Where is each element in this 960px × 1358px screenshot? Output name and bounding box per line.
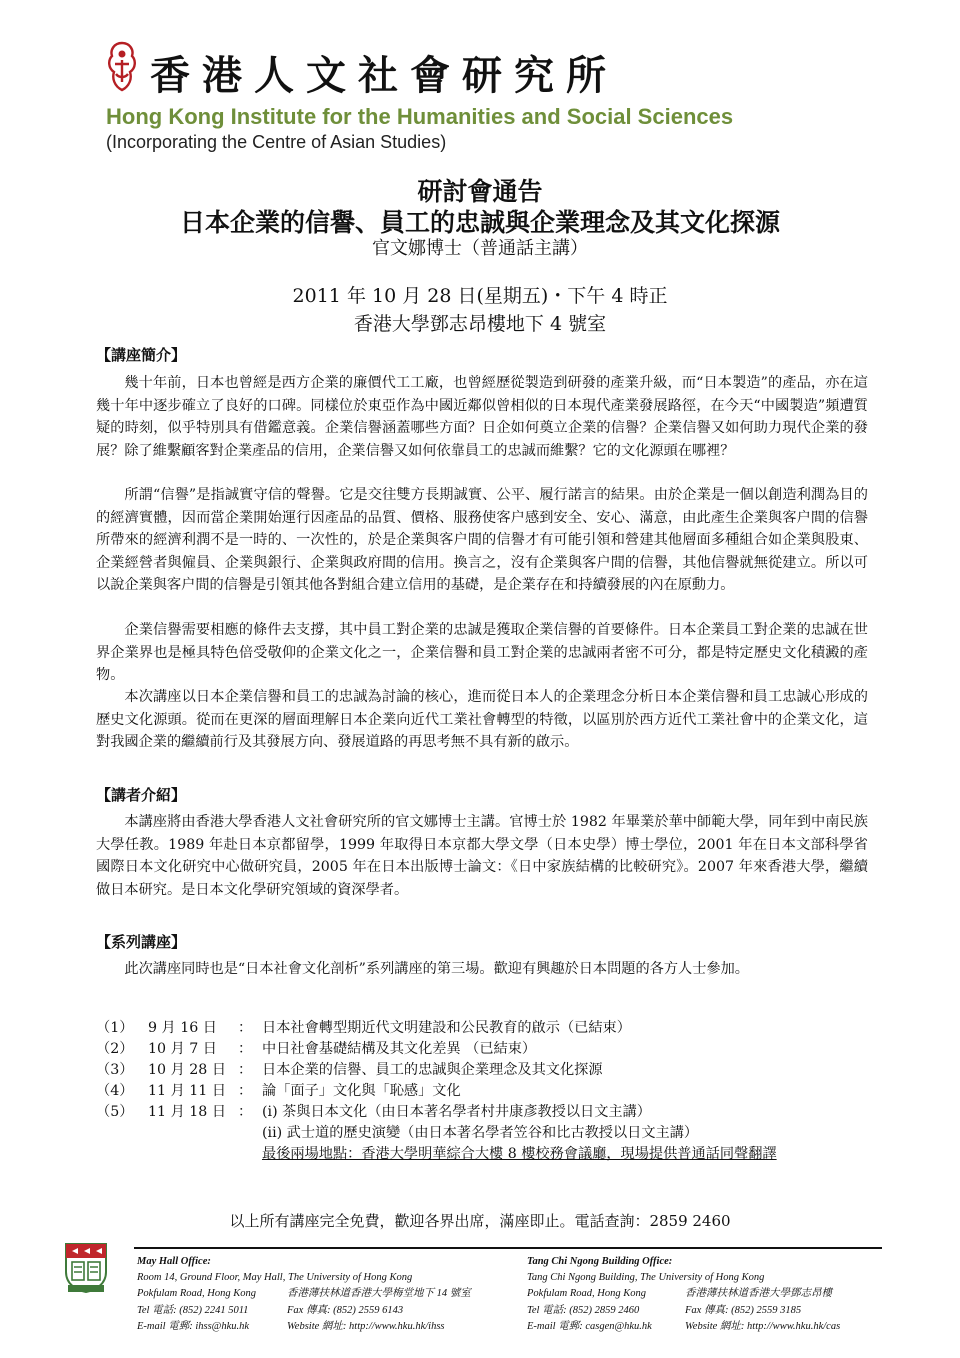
seminar-datetime: 2011 年 10 月 28 日(星期五)・下午 4 時正 [292, 285, 668, 307]
series-item-colon: ： [238, 1020, 253, 1036]
series-item-number: （5） [96, 1104, 134, 1120]
series-item-date: 11 月 18 日 [148, 1104, 227, 1120]
footer-rule [134, 1247, 882, 1249]
seminar-topic: 日本企業的信譽、員工的忠誠與企業理念及其文化探源 [179, 208, 780, 237]
office-website-link[interactable]: Website 網址: http://www.hku.hk/ihss [287, 1320, 445, 1332]
series-venue-note: 最後兩場地點：香港大學明華綜合大樓 8 樓校務會議廳，現場提供普通話同聲翻譯 [262, 1146, 777, 1162]
series-item-number: （1） [96, 1020, 134, 1036]
office-website-link[interactable]: Website 網址: http://www.hku.hk/cas [685, 1320, 841, 1332]
series-item-date: 10 月 28 日 [148, 1062, 227, 1078]
series-item-title: 論「面子」文化與「恥感」文化 [262, 1083, 461, 1099]
office-title: Tang Chi Ngong Building Office: [527, 1256, 673, 1267]
notice-title: 研討會通告 [417, 177, 543, 206]
office-fax: Fax 傳真: (852) 2559 6143 [287, 1304, 404, 1316]
series-item-title: 日本社會轉型期近代文明建設和公民教育的啟示（已結束） [262, 1020, 631, 1036]
series-item-date: 10 月 7 日 [148, 1041, 217, 1057]
office-address-zh: 香港薄扶林道香港大學鄧志昂樓 [685, 1288, 832, 1300]
series-item-date: 9 月 16 日 [148, 1020, 217, 1036]
office-title: May Hall Office: [137, 1256, 211, 1267]
institute-subtitle: (Incorporating the Centre of Asian Studies) [106, 132, 447, 152]
intro-paragraph-1: 幾十年前，日本也曾經是西方企業的廉價代工工廠，也曾經歷從製造到研發的產業升級，而“日本製造”的產品，亦在這幾十年中逐步確立了良好的口碑。同樣位於東亞作為中國近鄰似曾相似的日本現代產業發展路徑，在今天“中國製造”頻遭質疑的時刻，似乎特別具有借鑑意義。企業信譽涵蓋哪些方面？日企如何奠立企業的信譽？企業信譽又如何助力現代企業的發展？除了維繫顧客對企業產品的信用，企業信譽又如何依靠員工的忠誠而維繫？它的文化源頭在哪裡？ [96, 375, 868, 459]
intro-heading: 【講座簡介】 [96, 346, 187, 364]
footer-office-may-hall [137, 1254, 471, 1335]
hku-crest-icon [64, 1242, 108, 1294]
series-paragraph: 此次講座同時也是“日本社會文化剖析”系列講座的第三場。歡迎有興趣於日本問題的各方人士參加。 [124, 961, 749, 977]
office-fax: Fax 傳真: (852) 2559 3185 [685, 1304, 802, 1316]
seal-logo-icon [104, 40, 140, 94]
series-item-3 [96, 1060, 876, 1081]
office-email-link[interactable]: E-mail 電郵: ihss@hku.hk [137, 1320, 250, 1332]
series-item-title: 日本企業的信譽、員工的忠誠與企業理念及其文化探源 [262, 1062, 603, 1078]
series-item-number: （2） [96, 1041, 134, 1057]
free-admission-note: 以上所有講座完全免費，歡迎各界出席，滿座即止。電話查詢：2859 2460 [229, 1212, 731, 1230]
seminar-venue: 香港大學鄧志昂樓地下 4 號室 [353, 313, 607, 335]
series-item-colon: ： [238, 1104, 253, 1120]
series-item-4 [96, 1081, 876, 1102]
office-email-link[interactable]: E-mail 電郵: casgen@hku.hk [527, 1320, 652, 1332]
series-item-colon: ： [238, 1083, 253, 1099]
series-heading: 【系列講座】 [96, 933, 187, 951]
series-item-1 [96, 1018, 876, 1039]
speaker-line: 官文娜博士（普通話主講） [372, 238, 588, 259]
office-tel: Tel 電話: (852) 2859 2460 [527, 1304, 640, 1316]
intro-paragraph-4: 本次講座以日本企業信譽和員工的忠誠為討論的核心，進而從日本人的企業理念分析日本企業信譽和員工忠誠心形成的歷史文化源頭。從而在更深的層面理解日本企業向近代工業社會轉型的特徵，以區別於西方近代工業社會中的企業文化，這對我國企業的繼續前行及其發展方向、發展道路的再思考無不具有新的啟示。 [96, 689, 868, 750]
series-item-colon: ： [238, 1041, 253, 1057]
speaker-heading: 【講者介紹】 [96, 786, 187, 804]
series-list [96, 1018, 876, 1165]
series-item-5-line-2: (ii) 武士道的歷史演變（由日本著名學者笠谷和比古教授以日文主講） [262, 1125, 699, 1141]
footer-office-tang-chi-ngong [527, 1254, 840, 1335]
intro-paragraph-3: 企業信譽需要相應的條件去支撐，其中員工對企業的忠誠是獲取企業信譽的首要條件。日本企業員工對企業的忠誠在世界企業界也是極具特色倍受敬仰的企業文化之一，企業信譽和員工對企業的忠誠兩者密不可分，都是特定歷史文化積澱的產物。 [96, 622, 868, 683]
office-tel: Tel 電話: (852) 2241 5011 [137, 1304, 249, 1316]
series-item-title: (i) 茶與日本文化（由日本著名學者村井康彥教授以日文主講） [262, 1104, 651, 1120]
series-item-number: （3） [96, 1062, 134, 1078]
series-item-number: （4） [96, 1083, 134, 1099]
intro-paragraph-2: 所謂“信譽”是指誠實守信的聲譽。它是交往雙方長期誠實、公平、履行諾言的結果。由於企業是一個以創造利潤為目的的經濟實體，因而當企業開始運行因產品的品質、價格、服務使客户感到安全、安心、滿意，由此產生企業與客户間的信譽所帶來的經濟利潤不是一時的、一次性的，於是企業與客户間的信譽才有可能引領和營建其他層面多種組合如企業與股東、企業經營者與僱員、企業與銀行、企業與政府間的信用。換言之，沒有企業與客户間的信譽，其他信譽就無從建立。所以可以說企業與客户間的信譽是引領其他各對組合建立信用的基礎，是企業存在和持續發展的內在原動力。 [96, 487, 868, 593]
office-address-road: Pokfulam Road, Hong Kong [527, 1288, 646, 1300]
institute-name-zh: 香港人文社會研究所 [150, 52, 618, 99]
series-item-title: 中日社會基礎結構及其文化差異 （已結束） [262, 1041, 537, 1057]
office-address-road: Pokfulam Road, Hong Kong [137, 1288, 256, 1300]
series-item-colon: ： [238, 1062, 253, 1078]
speaker-paragraph: 本講座將由香港大學香港人文社會研究所的官文娜博士主講。官博士於 1982 年畢業於華中師範大學，同年到中南民族大學任教。1989 年赴日本京都留學，1999 年取得日本京都大學文學（日本史學）博士學位，2001 年在日本文部科學省國際日本文化研究中心做研究員，2005 年在日本出版博士論文：《日中家族結構的比較研究》。2007 年來香港大學，繼續做日本研究。是日本文化學研究領域的資深學者。 [96, 814, 868, 898]
institute-name-en: Hong Kong Institute for the Humanities and Social Sciences [106, 104, 734, 129]
office-address-zh: 香港薄扶林道香港大學梅堂地下 14 號室 [287, 1288, 471, 1300]
series-item-date: 11 月 11 日 [148, 1083, 227, 1099]
office-address-line: Tang Chi Ngong Building, The University of Hong Kong [527, 1272, 765, 1284]
series-item-2 [96, 1039, 876, 1060]
office-address-line: Room 14, Ground Floor, May Hall, The University of Hong Kong [137, 1272, 413, 1284]
series-item-5 [96, 1102, 876, 1123]
